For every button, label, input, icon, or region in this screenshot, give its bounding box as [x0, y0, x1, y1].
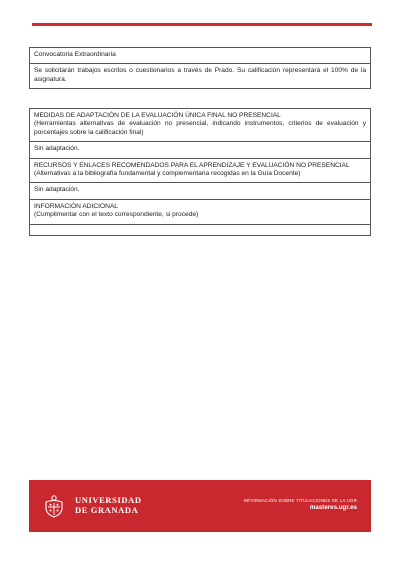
university-name-line2: DE GRANADA — [75, 504, 139, 515]
section-body-row — [30, 63, 370, 88]
university-name — [75, 496, 142, 515]
evaluation-measures-heading: MEDIDAS DE ADAPTACIÓN DE LA EVALUACIÓN ÚNICA FINAL NO PRESENCIAL — [34, 112, 281, 119]
section-body: Se solicitarán trabajos escritos o cuestionarios a través de Prado. Su calificación representará el 100% de la asignatura. — [34, 67, 366, 83]
additional-info-heading: INFORMACIÓN ADICIONAL — [34, 202, 118, 210]
footer-info — [243, 498, 357, 512]
evaluation-measures-note: (Herramientas alternativas de evaluación no presencial, indicando instrumentos, criterios de evaluación y porcentajes sobre la calificación final) — [34, 120, 366, 136]
section-title: Convocatoria Extraordinaria — [34, 51, 116, 58]
additional-info-value-row — [30, 224, 370, 235]
resources-heading: RECURSOS Y ENLACES RECOMENDADOS PARA EL APRENDIZAJE Y EVALUACIÓN NO PRESENCIAL — [34, 161, 350, 169]
footer-banner — [29, 480, 371, 532]
evaluation-measures-value-row — [30, 141, 370, 157]
resources-value-row — [30, 182, 370, 198]
info-label: INFORMACIÓN SOBRE TITULACIONES DE LA UGR — [243, 498, 357, 503]
website-link[interactable]: masteres.ugr.es — [309, 504, 357, 511]
resources-heading-row — [30, 158, 370, 183]
extraordinary-exam-table — [29, 47, 371, 89]
adaptation-measures-table — [29, 108, 371, 236]
resources-value: Sin adaptación. — [34, 186, 80, 194]
evaluation-measures-value: Sin adaptación. — [34, 145, 80, 153]
section-title-row — [30, 48, 370, 63]
additional-info-note: (Cumplimentar con el texto correspondiente, si procede) — [34, 211, 199, 219]
header-red-bar — [32, 23, 372, 26]
university-name-line1: UNIVERSIDAD — [75, 495, 142, 505]
additional-info-heading-row — [30, 199, 370, 224]
university-crest-icon — [43, 494, 65, 518]
evaluation-measures-heading-row — [30, 109, 370, 141]
resources-note: (Alternativas a la bibliografía fundamental y complementaria recogidas en la Guía Docente) — [34, 170, 301, 178]
